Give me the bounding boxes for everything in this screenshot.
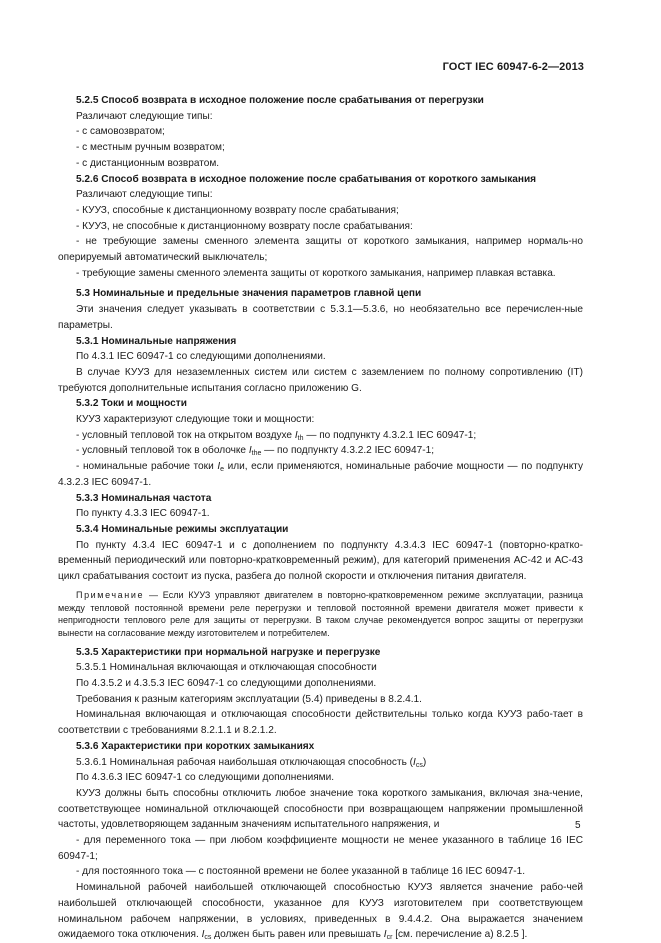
list-item: - КУУЗ, способные к дистанционному возврату после срабатывания; [76, 204, 399, 216]
paragraph: КУУЗ характеризуют следующие токи и мощности: [76, 414, 315, 426]
section-heading: 5.3.1 Номинальные напряжения [76, 335, 237, 347]
paragraph: Различают следующие типы: [76, 110, 213, 122]
section-heading: 5.2.6 Способ возврата в исходное положение после срабатывания от короткого замыкания [76, 173, 537, 185]
document-body [58, 93, 583, 943]
section-heading: 5.3.2 Токи и мощности [76, 398, 187, 410]
page-header: ГОСТ IEC 60947-6-2—2013 [442, 61, 584, 73]
list-item: - для переменного тока — при любом коэффициенте мощности не менее указанного в таблице 16 IEC 60947-1; [58, 835, 583, 862]
list-item: - номинальные рабочие токи $I_e$ или, если применяются, номинальные рабочие мощности — по подпункту 4.3.2.3 IEC 60947-1. [58, 461, 584, 488]
section-heading: 5.2.5 Способ возврата в исходное положение после срабатывания от перегрузки [76, 95, 484, 106]
note-label: Примечание [76, 589, 145, 600]
paragraph: Номинальной рабочей наибольшей отключающей способностью КУУЗ является значение рабо-чей наибольшей отключающей способности, указанное для КУУЗ изготовителем при соответствующем номинальном рабочем напряжении, в условиях, приведенных в 9.4.4.2. Она выражается значением ожидаемого тока отключения. $I_{cs}$ должен быть равен или превышать $I_{cr}$ [см. перечисление а) 8.2.5 ]. [58, 882, 583, 942]
paragraph: По пункту 4.3.3 IEC 60947-1. [76, 508, 210, 520]
paragraph: Требования к разным категориям эксплуатации (5.4) приведены в 8.2.4.1. [76, 693, 422, 705]
paragraph: Различают следующие типы: [76, 189, 213, 201]
note-text: — Если КУУЗ управляют двигателем в повторно-кратковременном режиме эксплуатации, разница между тепловой постоянной времени реле перегрузки и тепловой постоянной времени двигателя может привести к непригодности теплового реле для защиты от перегрузки. В таком случае рекомендуется вопрос защиты от перегрузки вынести на согласование между изготовителем и потребителем. [58, 589, 583, 638]
list-item: - для постоянного тока — с постоянной времени не более указанной в таблице 16 IEC 60947-1. [76, 866, 526, 878]
list-item: - требующие замены сменного элемента защиты от короткого замыкания, например плавкая вставка. [76, 267, 556, 279]
list-item: - с самовозвратом; [76, 126, 165, 138]
list-item: - КУУЗ, не способные к дистанционному возврату после срабатывания: [76, 220, 413, 232]
section-heading: 5.3.6 Характеристики при коротких замыканиях [76, 740, 315, 752]
paragraph: Номинальная включающая и отключающая способности действительны только когда КУУЗ рабо-тает в соответствии с требованиями 8.2.1.1 и 8.2.1.2. [58, 709, 583, 737]
section-heading: 5.3 Номинальные и предельные значения параметров главной цепи [76, 288, 422, 300]
paragraph: 5.3.6.1 Номинальная рабочая наибольшая отключающая способность $(I_{cs})$ [76, 756, 427, 769]
paragraph: В случае КУУЗ для незаземленных систем или систем с заземлением по полному сопротивлению (IT) требуются дополнительные испытания согласно приложению G. [58, 366, 583, 394]
paragraph: Эти значения следует указывать в соответствии с 5.3.1—5.3.6, но необязательно все перечислен-ные параметры. [58, 304, 583, 331]
note [58, 589, 583, 640]
section-heading: 5.3.5 Характеристики при нормальной нагрузке и перегрузке [76, 646, 381, 658]
section-heading: 5.3.3 Номинальная частота [76, 492, 212, 504]
paragraph: По 4.3.6.3 IEC 60947-1 со следующими дополнениями. [76, 772, 335, 784]
paragraph: По 4.3.1 IEC 60947-1 со следующими дополнениями. [76, 351, 326, 363]
list-item: - с местным ручным возвратом; [76, 142, 225, 154]
list-item: - с дистанционным возвратом. [76, 157, 220, 169]
list-item: - условный тепловой ток на открытом воздухе $I_{th}$ — по подпункту 4.3.2.1 IEC 60947-1; [76, 429, 477, 442]
list-item: - не требующие замены сменного элемента защиты от короткого замыкания, например нормаль-но оперируемый автоматический выключатель; [58, 236, 583, 264]
section-heading: 5.3.4 Номинальные режимы эксплуатации [76, 523, 289, 535]
paragraph: КУУЗ должны быть способны отключить любое значение тока короткого замыкания, включая зна-чение, соответствующее номинальной отключающей способности при возвращающем напряжении промышленной частоты, удовлетворяющем заданным значениям испытательного напряжения, и [58, 787, 583, 831]
paragraph: 5.3.5.1 Номинальная включающая и отключающая способности [76, 662, 377, 674]
list-item: - условный тепловой ток в оболочке $I_{the}$ — по подпункту 4.3.2.2 IEC 60947-1; [76, 445, 435, 458]
page-number: 5 [575, 820, 581, 831]
paragraph: По пункту 4.3.4 IEC 60947-1 и с дополнением по подпункту 4.3.4.3 IEC 60947-1 (повторно-кратко-временный периодический или повторно-кратковременный режим), для категорий применения АС-42 и АС-43 цикл срабатывания состоит из пуска, разбега до полной скорости и отключения питания двигателя. [58, 539, 583, 583]
paragraph: По 4.3.5.2 и 4.3.5.3 IEC 60947-1 со следующими дополнениями. [76, 678, 377, 690]
